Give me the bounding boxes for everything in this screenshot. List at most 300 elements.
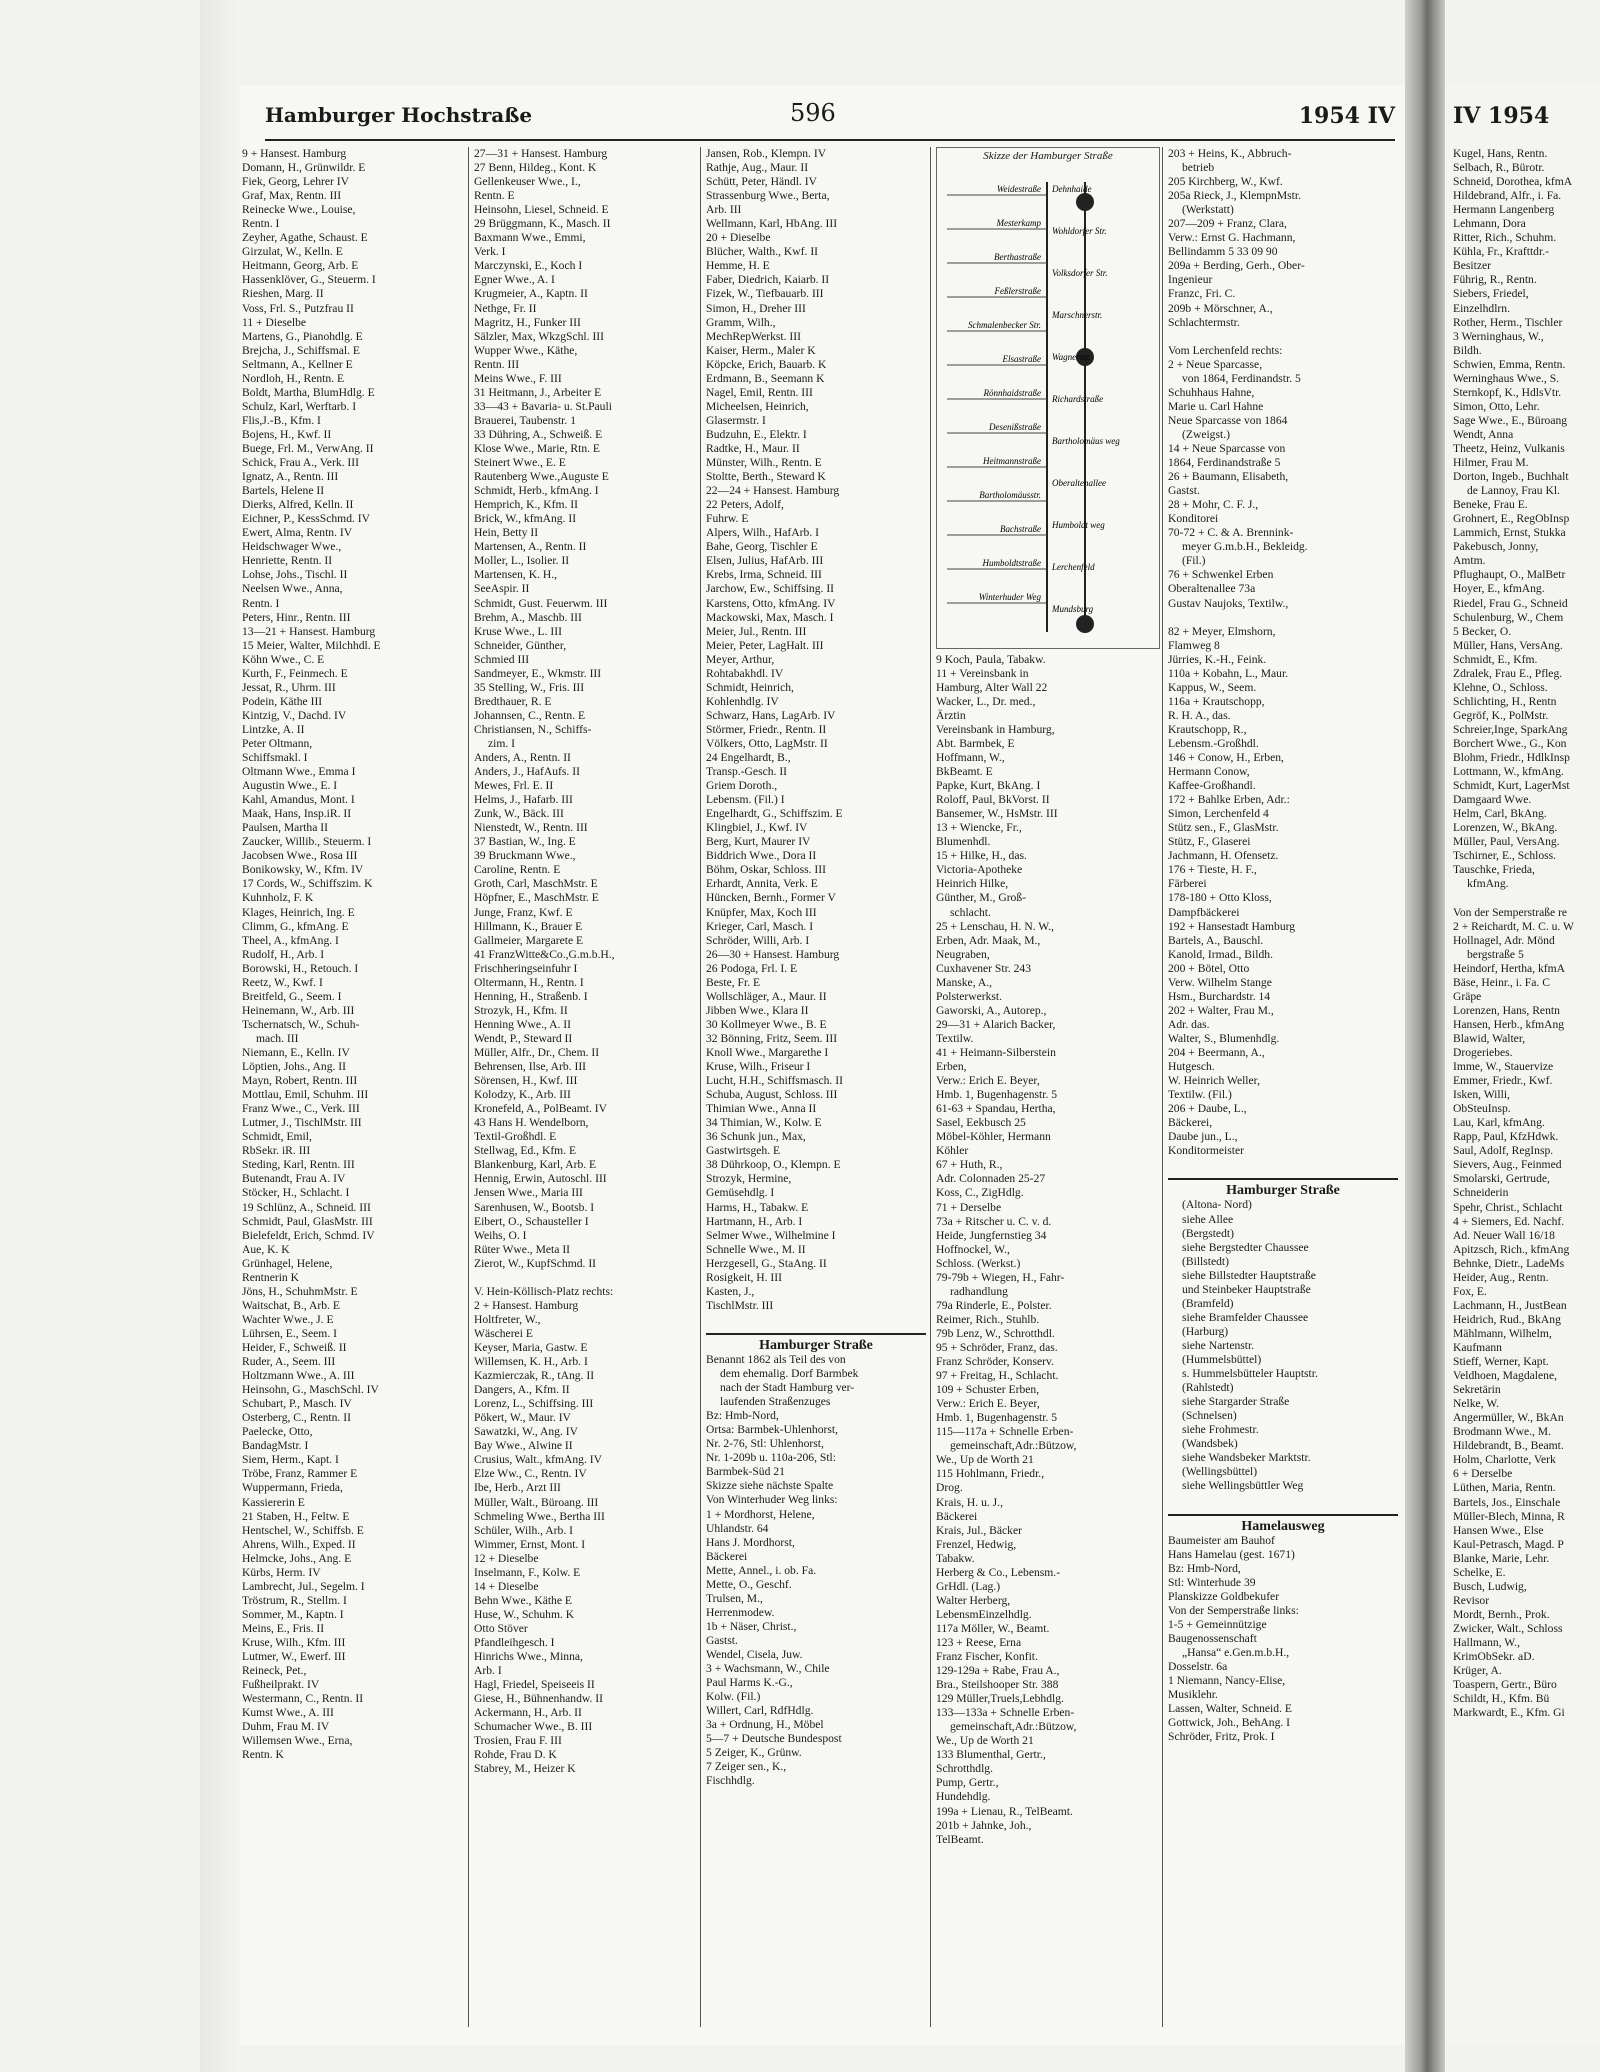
entry-line: 176 + Tieste, H. F., [1168, 863, 1257, 877]
entry-line: Lottmann, W., kfmAng. [1453, 765, 1564, 779]
sketch-caption: Skizze der Hamburger Straße [983, 150, 1113, 162]
entry-line [474, 1271, 696, 1285]
entry-line: Podein, Käthe III [242, 694, 323, 708]
entry-line: (Altona- Nord) [1182, 1198, 1252, 1212]
entry-line: Textil-Großhdl. E [474, 1130, 557, 1144]
entry-line: Schreier,Inge, SparkAng [1453, 722, 1568, 736]
entry-line: Stellwag, Ed., Kfm. E [474, 1144, 577, 1158]
entry-line: Von Winterhuder Weg links: [706, 1493, 838, 1507]
entry-line: Paul Harms K.-G., [706, 1676, 793, 1690]
entry-line: Behn Wwe., Käthe E [474, 1593, 572, 1607]
entry-line: Anders, A., Rentn. II [474, 751, 571, 765]
entry-line: Marie u. Carl Hahne [1168, 399, 1264, 413]
entry-line: 209a + Berding, Gerh., Ober- [1168, 259, 1305, 273]
entry-line: Heide, Jungfernstieg 34 [936, 1228, 1047, 1242]
entry-line: LebensmEinzelhdlg. [936, 1607, 1032, 1621]
entry-line: kfmAng. [1467, 877, 1509, 891]
entry-line: 12 + Dieselbe [474, 1551, 539, 1565]
sketch-street-label: Feßlerstraße [994, 286, 1041, 296]
entry-line: Alpers, Wilh., HafArb. I [706, 526, 819, 540]
entry-line: Herrenmodew. [706, 1605, 775, 1619]
section-heading: Hamelausweg [1168, 1514, 1398, 1534]
entry-line: Jibben Wwe., Klara II [706, 1003, 809, 1017]
entry-line: Walter Herberg, [936, 1593, 1011, 1607]
entry-line: Jessat, R., Uhrm. III [242, 680, 336, 694]
entry-line: Aue, K. K [242, 1242, 290, 1256]
entry-line: 1 + Mordhorst, Helene, [706, 1507, 815, 1521]
entry-line: Schütt, Peter, Händl. IV [706, 175, 817, 189]
entry-line: 2 + Reichardt, M. C. u. W [1453, 919, 1574, 933]
entry-line: 109 + Schuster Erben, [936, 1383, 1040, 1397]
entry-line: Oberaltenallee 73a [1168, 582, 1256, 596]
entry-line: Micheelsen, Heinrich, [706, 399, 809, 413]
sketch-street-label: Weidestraße [996, 184, 1041, 194]
entry-line: Heinemann, W., Arb. III [242, 1003, 355, 1017]
entry-line: Schrotthdlg. [936, 1762, 994, 1776]
entry-line: Kruse, Wilh., Friseur I [706, 1060, 811, 1074]
entry-line: Schwien, Emma, Rentn. [1453, 357, 1566, 371]
entry-line: Rieshen, Marg. II [242, 287, 324, 301]
entry-line: Sage Wwe., E., Büroang [1453, 413, 1568, 427]
entry-line: Hmb. 1, Bugenhagenstr. 5 [936, 1088, 1058, 1102]
column-5 [1168, 147, 1398, 1744]
entry-line: Bansemer, W., HsMstr. III [936, 807, 1058, 821]
entry-line: Ibe, Herb., Arzt III [474, 1481, 561, 1495]
entry-line: MechRepWerkst. III [706, 329, 802, 343]
entry-line: Schnelle Wwe., M. II [706, 1242, 806, 1256]
entry-line: Holm, Charlotte, Verk [1453, 1453, 1556, 1467]
entry-line: Vom Lerchenfeld rechts: [1168, 343, 1283, 357]
entry-line: de Lannoy, Frau Kl. [1467, 484, 1560, 498]
entry-line: Theetz, Heinz, Vulkanis [1453, 441, 1565, 455]
entry-line: Kurth, F., Feinmech. E [242, 666, 348, 680]
entry-line: Musiklehr. [1168, 1688, 1218, 1702]
header-year: 1954 IV [1298, 103, 1395, 129]
entry-line: 207—209 + Franz, Clara, [1168, 217, 1287, 231]
entry-line: Krais, H. u. J., [936, 1495, 1003, 1509]
entry-line: Hutgesch. [1168, 1060, 1215, 1074]
entry-line: 97 + Freitag, H., Schlacht. [936, 1369, 1059, 1383]
entry-line: Imme, W., Stauervize [1453, 1060, 1554, 1074]
entry-line: R. H. A., das. [1168, 708, 1231, 722]
entry-line: Willert, Carl, RdfHdlg. [706, 1704, 814, 1718]
entry-line: Stl: Winterhude 39 [1168, 1575, 1256, 1589]
entry-line: 13—21 + Hansest. Hamburg [242, 624, 376, 638]
entry-line: 32 Bönning, Fritz, Seem. III [706, 1031, 838, 1045]
entry-line: Caroline, Rentn. E [474, 863, 561, 877]
entry-line: Sawatzki, W., Ang. IV [474, 1425, 579, 1439]
entry-line: Bredthauer, R. E [474, 694, 552, 708]
entry-line: Drog. [936, 1481, 963, 1495]
entry-line: ObSteuInsp. [1453, 1102, 1511, 1116]
entry-line: Neelsen Wwe., Anna, [242, 582, 343, 596]
entry-line: Schmeling Wwe., Bertha III [474, 1509, 605, 1523]
entry-line: Huse, W., Schuhm. K [474, 1607, 575, 1621]
entry-line: Führig, R., Rentn. [1453, 273, 1537, 287]
entry-line: 133—133a + Schnelle Erben- [936, 1706, 1075, 1720]
entry-line: Hennig, Erwin, Autoschl. III [474, 1172, 607, 1186]
entry-line: Schulz, Karl, Werftarb. I [242, 399, 357, 413]
entry-line: Schmidt, E., Kfm. [1453, 652, 1538, 666]
entry-line: Climm, G., kfmAng. E [242, 919, 349, 933]
entry-line: Hagl, Friedel, Speiseeis II [474, 1678, 595, 1692]
entry-line: Bojens, H., Kwf. II [242, 427, 332, 441]
entry-line: 209b + Mörschner, A., [1168, 301, 1273, 315]
entry-line: Krüger, A. [1453, 1664, 1502, 1678]
entry-line: Von der Semperstraße re [1453, 905, 1568, 919]
entry-line: Schüler, Wilh., Arb. I [474, 1523, 573, 1537]
entry-line: Jürries, K.-H., Feink. [1168, 652, 1267, 666]
entry-line: We., Up de Worth 21 [936, 1453, 1034, 1467]
entry-line: Rentn. I [242, 217, 280, 231]
entry-line: Bartels, A., Bauschl. [1168, 933, 1264, 947]
entry-line: Lohse, Johs., Tischl. II [242, 568, 348, 582]
entry-line: 11 + Dieselbe [242, 315, 307, 329]
entry-line: 26 Podoga, Frl. I. E [706, 961, 798, 975]
entry-line: Bz: Hmb-Nord, [1168, 1561, 1241, 1575]
entry-line: Toaspern, Gertr., Büro [1453, 1678, 1557, 1692]
entry-line: 41 + Heimann-Silberstein [936, 1046, 1056, 1059]
column-1 [242, 147, 464, 1762]
sketch-street-label: Bachstraße [1000, 524, 1041, 534]
entry-line: Hartmann, H., Arb. I [706, 1214, 803, 1228]
sketch-street-label: Wagnerstr. [1052, 352, 1091, 362]
entry-line: Lehmann, Dora [1453, 217, 1526, 231]
entry-line: Hallmann, W., [1453, 1635, 1520, 1649]
entry-line: Grohnert, E., RegObInsp [1453, 512, 1570, 526]
entry-line: Rautenberg Wwe.,Auguste E [474, 470, 609, 484]
entry-line: Selmer Wwe., Wilhelmine I [706, 1228, 836, 1242]
entry-line: Beste, Fr. E [706, 975, 761, 989]
entry-line: Schneiderin [1453, 1186, 1509, 1200]
entry-line: Tröstrum, R., Stellm. I [242, 1593, 347, 1607]
entry-line: Kumst Wwe., A. III [242, 1706, 334, 1720]
entry-line: Moller, L., Isolier. II [474, 554, 570, 568]
entry-line: Blanke, Marie, Lehr. [1453, 1551, 1550, 1565]
entry-line: Reetz, W., Kwf. I [242, 975, 323, 989]
entry-line: Kaul-Petrasch, Magd. P [1453, 1537, 1564, 1551]
entry-line: 7 Zeiger sen., K., [706, 1760, 787, 1774]
sketch-street-label: Heitmannstraße [983, 456, 1041, 466]
entry-line: Heider, Aug., Rentn. [1453, 1270, 1549, 1284]
entry-line: Grünhagel, Helene, [242, 1256, 333, 1270]
entry-line: 11 + Vereinsbank in [936, 666, 1029, 680]
entry-line: Schmidt, Paul, GlasMstr. III [242, 1214, 373, 1228]
entry-line: Sandmeyer, E., Wkmstr. III [474, 666, 602, 680]
entry-line: Mordt, Bernh., Prok. [1453, 1607, 1550, 1621]
entry-line: 27 Benn, Hildeg., Kont. K [474, 161, 597, 175]
entry-line: Benannt 1862 als Teil des von [706, 1352, 846, 1366]
entry-line [1453, 891, 1600, 905]
entry-line: Rüter Wwe., Meta II [474, 1242, 571, 1256]
entry-line: Hüncken, Bernh., Former V [706, 891, 836, 905]
entry-line: 67 + Huth, R., [936, 1158, 1003, 1172]
entry-line: Wupper Wwe., Käthe, [474, 343, 578, 357]
entry-line: Dangers, A., Kfm. II [474, 1383, 570, 1397]
entry-line: Domann, H., Grünwildr. E [242, 161, 366, 175]
header-street: Hamburger Hochstraße [265, 103, 533, 127]
entry-line: Hermann Conow, [1168, 765, 1250, 779]
entry-line: 1b + Näser, Christ., [706, 1619, 797, 1633]
entry-line: 19 Schlünz, A., Schneid. III [242, 1200, 371, 1214]
entry-line: Lorenzen, W., BkAng. [1453, 821, 1558, 835]
sketch-street-label: Winterhuder Weg [978, 592, 1041, 602]
entry-line: Drogeriebes. [1453, 1046, 1513, 1059]
entry-line: Kugel, Hans, Rentn. [1453, 147, 1548, 160]
entry-line: Hoffnockel, W., [936, 1242, 1010, 1256]
entry-line: Ruder, A., Seem. III [242, 1355, 336, 1369]
entry-line: Selbach, R., Bürotr. [1453, 161, 1545, 175]
entry-line: 199a + Lienau, R., TelBeamt. [936, 1804, 1073, 1818]
entry-line: siehe Frohmestr. [1182, 1423, 1259, 1437]
entry-line: 1-5 + Gemeinnützige [1168, 1617, 1267, 1631]
entry-line: Lorenz, L., Schiffsing. III [474, 1397, 594, 1411]
entry-line: Bäckerei [936, 1509, 978, 1523]
entry-line: 33—43 + Bavaria- u. St.Pauli [474, 399, 612, 413]
entry-line: Böhm, Oskar, Schloss. III [706, 863, 826, 877]
entry-line: 5 Zeiger, K., Grünw. [706, 1746, 802, 1760]
entry-line: Bz: Hmb-Nord, [706, 1409, 779, 1423]
entry-line: betrieb [1182, 161, 1215, 175]
entry-line: Rapp, Paul, KfzHdwk. [1453, 1130, 1559, 1144]
entry-line: Hoffmann, W., [936, 751, 1005, 765]
entry-line: Hoyer, E., kfmAng. [1453, 582, 1545, 596]
sketch-street-label: Lerchenfeld [1052, 562, 1095, 572]
entry-line: Simon, Lerchenfeld 4 [1168, 807, 1269, 821]
entry-line: Engelhardt, G., Schiffszim. E [706, 807, 843, 821]
entry-line: 43 Hans H. Wendelborn, [474, 1116, 589, 1130]
entry-line: Kazmierczak, R., tAng. II [474, 1369, 595, 1383]
entry-line: Theel, A., kfmAng. I [242, 933, 339, 947]
entry-line: Ingenieur [1168, 273, 1213, 287]
entry-line: Behnke, Dietr., LadeMs [1453, 1256, 1565, 1270]
entry-line: Kuhnholz, F. K [242, 891, 314, 905]
sketch-street-label: Mundsburg [1052, 604, 1094, 614]
entry-line: Marczynski, E., Koch I [474, 259, 583, 273]
entry-line: Pökert, W., Maur. IV [474, 1411, 571, 1425]
entry-line: Dampfbäckerei [1168, 905, 1240, 919]
sketch-street-label: Marschnerstr. [1052, 310, 1103, 320]
entry-line: Simon, H., Dreher III [706, 301, 806, 315]
entry-line: Rentnerin K [242, 1270, 299, 1284]
entry-line: Verw.: Erich E. Beyer, [936, 1397, 1040, 1411]
entry-line: Harms, H., Tabakw. E [706, 1200, 809, 1214]
entry-line: Lutmer, W., Ewerf. III [242, 1650, 346, 1664]
entry-line: Verw.: Erich E. Beyer, [936, 1074, 1040, 1088]
entry-line: Markwardt, E., Kfm. Gi [1453, 1706, 1565, 1720]
entry-line: Egner Wwe., A. I [474, 273, 555, 287]
sketch-street-label: Elsastraße [1002, 354, 1041, 364]
entry-line: Veldhoen, Magdalene, [1453, 1369, 1557, 1383]
entry-line: 76 + Schwenkel Erben [1168, 568, 1274, 582]
entry-line: 34 Thimian, W., Kolw. E [706, 1116, 822, 1130]
entry-line: Wacker, L., Dr. med., [936, 694, 1036, 708]
entry-line: Henning, H., Straßenb. I [474, 989, 588, 1003]
entry-line: Reimer, Rich., Stuhlb. [936, 1312, 1040, 1326]
entry-line: 5—7 + Deutsche Bundespost [706, 1732, 842, 1746]
entry-line: Klages, Heinrich, Ing. E [242, 905, 355, 919]
entry-line: Brodmann Wwe., M. [1453, 1425, 1551, 1439]
entry-line: Schuba, August, Schloss. III [706, 1088, 838, 1102]
entry-line: (Werkstatt) [1182, 203, 1234, 217]
entry-line: Meier, Jul., Rentn. III [706, 624, 807, 638]
entry-line: Oltmann Wwe., Emma I [242, 765, 356, 779]
entry-line: Isken, Willi, [1453, 1088, 1510, 1102]
entry-line: 2 + Hansest. Hamburg [474, 1298, 579, 1312]
sketch-street-label: Volksdorfer Str. [1052, 268, 1108, 278]
entry-line: Ortsa: Barmbek-Uhlenhorst, [706, 1423, 839, 1437]
entry-line: Arb. III [706, 203, 742, 217]
column-right [1453, 147, 1600, 1720]
entry-line: Einzelhdlrn. [1453, 301, 1510, 315]
entry-line: 1864, Ferdinandstraße 5 [1168, 456, 1281, 470]
entry-line: Gaworski, A., Autorep., [936, 1003, 1047, 1017]
entry-line: Schröder, Willi, Arb. I [706, 933, 810, 947]
entry-line: Revisor [1453, 1593, 1490, 1607]
entry-line: Zeyher, Agathe, Schaust. E [242, 231, 368, 245]
entry-line: Dosselstr. 6a [1168, 1659, 1228, 1673]
entry-line [1168, 1493, 1398, 1507]
entry-line: Kintzig, V., Dachd. IV [242, 708, 347, 722]
entry-line: Skizze siehe nächste Spalte [706, 1479, 834, 1493]
entry-line: Brejcha, J., Schiffsmal. E [242, 343, 360, 357]
entry-line: Anders, J., HafAufs. II [474, 765, 580, 779]
entry-line: Rentn. K [242, 1748, 284, 1762]
entry-line: 123 + Reese, Erna [936, 1635, 1022, 1649]
entry-line: siehe Bramfelder Chaussee [1182, 1310, 1309, 1324]
entry-line: Pump, Gertr., [936, 1776, 999, 1790]
entry-line: Cuxhavener Str. 243 [936, 961, 1031, 975]
entry-line: 22—24 + Hansest. Hamburg [706, 484, 840, 498]
entry-line: SeeAspir. II [474, 582, 530, 596]
entry-line: Ärztin [936, 708, 966, 722]
entry-line: Knoll Wwe., Margarethe I [706, 1046, 829, 1059]
entry-line: Frenzel, Hedwig, [936, 1537, 1017, 1551]
entry-line: Henning Wwe., A. II [474, 1017, 572, 1031]
entry-line: Besitzer [1453, 259, 1491, 273]
entry-line: Kanold, Irmad., Bildh. [1168, 947, 1273, 961]
entry-line: Strassenburg Wwe., Berta, [706, 189, 830, 203]
entry-line: Blankenburg, Karl, Arb. E [474, 1158, 597, 1172]
entry-line: Nr. 1-209b u. 110a-206, Stl: [706, 1451, 836, 1465]
entry-line: V. Hein-Köllisch-Platz rechts: [474, 1284, 614, 1298]
entry-line: Sekretärin [1453, 1383, 1501, 1397]
section-heading: Hamburger Straße [1168, 1178, 1398, 1198]
entry-line: Strozyk, H., Kfm. II [474, 1003, 568, 1017]
entry-line: Heinsohn, Liesel, Schneid. E [474, 203, 609, 217]
entry-line: Nienstedt, W., Rentn. III [474, 821, 588, 835]
entry-line: Nagel, Emil, Rentn. III [706, 385, 813, 399]
entry-line: Lührsen, E., Seem. I [242, 1326, 337, 1340]
entry-line: s. Hummelsbütteler Hauptstr. [1182, 1367, 1318, 1381]
header-rule [265, 139, 1395, 141]
sketch-street-label: Humboldtstraße [982, 558, 1041, 568]
entry-line: 24 Engelhardt, B., [706, 751, 791, 765]
sketch-street-label: Dehnhaide [1052, 184, 1092, 194]
entry-line: mach. III [256, 1031, 299, 1045]
entry-line: Schiffsmakl. I [242, 751, 308, 765]
entry-line: Uhlandstr. 64 [706, 1521, 769, 1535]
entry-line: Fizek, W., Tiefbauarb. III [706, 287, 824, 301]
entry-line: Herberg & Co., Lebensm.- [936, 1565, 1061, 1579]
entry-line: Dorton, Ingeb., Buchhalt [1453, 470, 1569, 484]
sketch-street-label: Wohldorfer Str. [1052, 226, 1107, 236]
entry-line: Kahl, Amandus, Mont. I [242, 793, 355, 807]
entry-line: Stöcker, H., Schlacht. I [242, 1186, 350, 1200]
entry-line: Krebs, Irma, Schneid. III [706, 568, 822, 582]
entry-line: Helmcke, Johs., Ang. E [242, 1551, 352, 1565]
entry-line: Victoria-Apotheke [936, 863, 1023, 877]
entry-line: Adr. Colonnaden 25-27 [936, 1172, 1046, 1186]
entry-line: Bäse, Heinr., i. Fa. C [1453, 975, 1550, 989]
entry-line: 4 + Siemers, Ed. Nachf. [1453, 1214, 1565, 1228]
entry-line: Zwicker, Walt., Schloss [1453, 1621, 1563, 1635]
entry-line: Crusius, Walt., kfmAng. IV [474, 1453, 602, 1467]
entry-line: Flis,J.-B., Kfm. I [242, 413, 321, 427]
entry-line: 129-129a + Rabe, Frau A., [936, 1664, 1060, 1678]
entry-line: Wimmer, Ernst, Mont. I [474, 1537, 586, 1551]
entry-line: Bartels, Jos., Einschale [1453, 1495, 1561, 1509]
entry-line: Köhler [936, 1144, 969, 1158]
sketch-street-label: Berthastraße [994, 252, 1041, 262]
entry-line: 3a + Ordnung, H., Möbel [706, 1718, 824, 1732]
entry-line: Lüthen, Maria, Rentn. [1453, 1481, 1556, 1495]
entry-line: Roloff, Paul, BkVorst. II [936, 793, 1050, 807]
entry-line: Blücher, Walth., Kwf. II [706, 245, 819, 259]
entry-line: Meyer, Arthur, [706, 652, 775, 666]
entry-line: Gellenkeuser Wwe., I., [474, 175, 581, 189]
entry-line: Lambrecht, Jul., Segelm. I [242, 1579, 365, 1593]
entry-line: Fuhrw. E [706, 512, 749, 526]
entry-line: Hildebrandt, B., Beamt. [1453, 1439, 1564, 1453]
entry-line: 115 Hohlmann, Friedr., [936, 1467, 1045, 1481]
entry-line: Erben, [936, 1060, 967, 1074]
entry-line: 21 Staben, H., Feltw. E [242, 1509, 350, 1523]
entry-line: 37 Bastian, W., Ing. E [474, 835, 576, 849]
entry-line: Meier, Peter, LagHalt. III [706, 638, 824, 652]
entry-line: Frischheringseinfuhr I [474, 961, 578, 975]
entry-line: Heidrich, Rud., BkAng [1453, 1312, 1561, 1326]
entry-line: Stütz, F., Glaserei [1168, 835, 1251, 849]
entry-line: Strozyk, Hermine, [706, 1172, 792, 1186]
entry-line: Ad. Neuer Wall 16/18 [1453, 1228, 1555, 1242]
entry-line: Gastst. [706, 1633, 738, 1647]
entry-line: Lutmer, J., TischlMstr. III [242, 1116, 362, 1130]
entry-line: RbSekr. iR. III [242, 1144, 311, 1158]
entry-line: Keyser, Maria, Gastw. E [474, 1340, 588, 1354]
entry-line: Saul, Adolf, RegInsp. [1453, 1144, 1554, 1158]
entry-line: KrimObSekr. aD. [1453, 1650, 1535, 1664]
entry-line: Ackermann, H., Arb. II [474, 1706, 582, 1720]
entry-line: gemeinschaft,Adr.:Bützow, [950, 1720, 1077, 1734]
entry-line: Bartels, Helene II [242, 484, 325, 498]
entry-line: Apitzsch, Rich., kfmAng [1453, 1242, 1570, 1256]
entry-line: (Rahlstedt) [1182, 1381, 1234, 1395]
entry-line: Graf, Max, Rentn. III [242, 189, 342, 203]
entry-line: 14 + Dieselbe [474, 1579, 539, 1593]
entry-line: Henriette, Rentn. II [242, 554, 333, 568]
entry-line: Amtm. [1453, 554, 1486, 568]
sketch-street-label: Desenißstraße [989, 422, 1041, 432]
entry-line: Völkers, Otto, LagMstr. II [706, 736, 828, 750]
entry-line: Brick, W., kfmAng. II [474, 512, 577, 526]
entry-line: Ahrens, Wilh., Exped. II [242, 1537, 356, 1551]
entry-line [706, 1313, 926, 1327]
u-bahn-marker [1076, 615, 1094, 633]
entry-line: Sörensen, H., Kwf. III [474, 1074, 578, 1088]
entry-line: 29—31 + Alarich Backer, [936, 1017, 1056, 1031]
entry-line: Heindorf, Hertha, kfmA [1453, 961, 1566, 975]
